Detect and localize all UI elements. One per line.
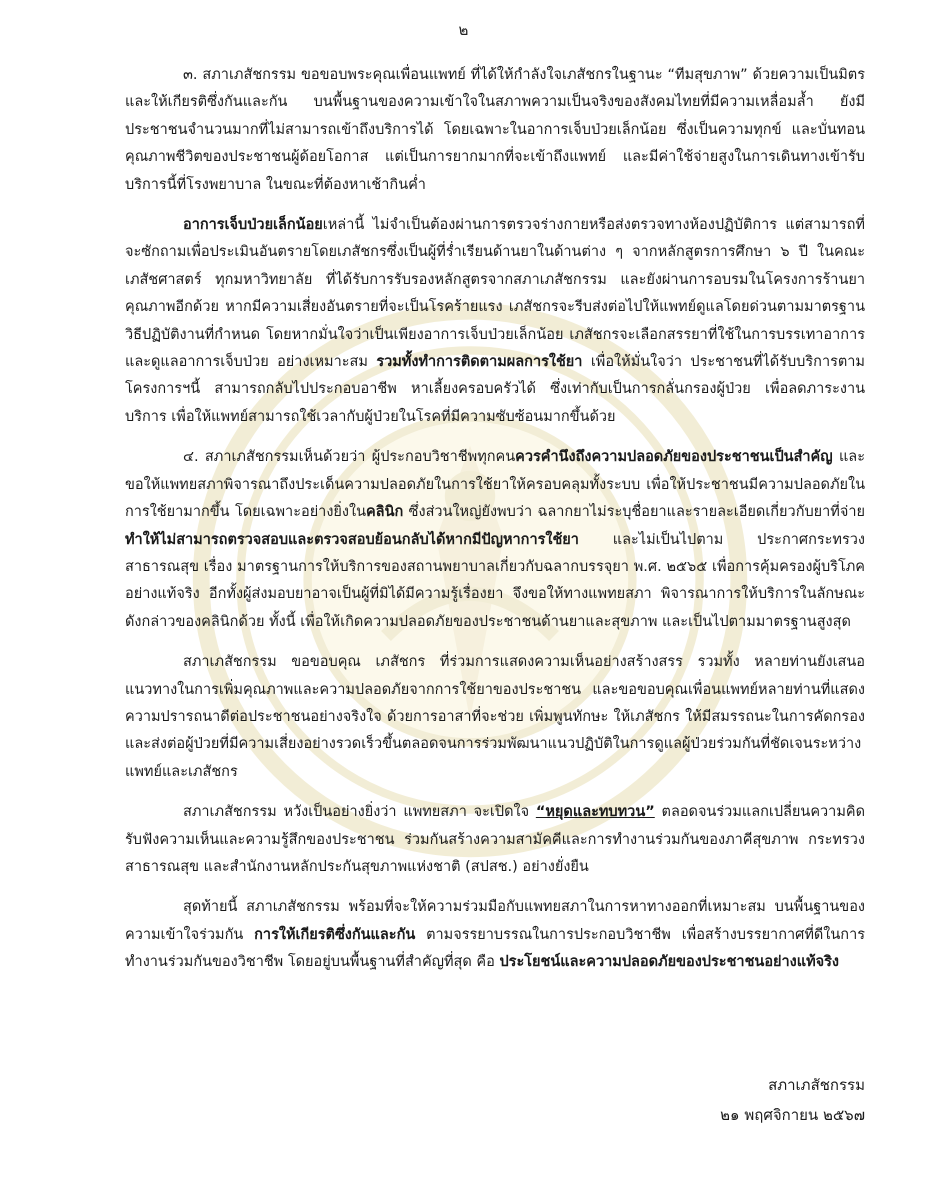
paragraph-text: เหล่านี้ ไม่จำเป็นต้องผ่านการตรวจร่างกายหรือส่งตรวจทางห้องปฏิบัติการ แต่สามารถที่จะซักถามเพื่อประเมินอันตรายโดยเภสัชกรซึ่งเป็นผู้ที่ร่ำเรียนด้านยาในด้านต่าง ๆ จากหลักสูตรการศึกษา ๖ ปี ในคณะเภสัชศาสตร์ ทุกมหาวิทยาลัย ที่ได้รับการรับรองหลักสูตรจากสภาเภสัชกรรม และยังผ่านการอบรมในโครงการร้านยาคุณภาพอีกด้วย หากมีความเสี่ยงอันตรายที่จะเป็นโรคร้ายแรง เภสัชกรจะรีบส่งต่อไปให้แพทย์ดูแลโดยด่วนตามมาตรฐานวิธีปฏิบัติงานที่กำหนด โดยหากมั่นใจว่าเป็นเพียงอาการเจ็บป่วยเล็กน้อย เภสัชกรจะเลือกสรรยาที่ใช้ในการบรรเทาอาการและดูแลอาการเจ็บป่วย อย่างเหมาะสม — [125, 217, 865, 371]
paragraph-thanks — [125, 649, 865, 786]
signature-org: สภาเภสัชกรรม — [768, 1076, 865, 1094]
paragraph-text: สภาเภสัชกรรม หวังเป็นอย่างยิ่งว่า แพทยสภา จะเปิดใจ — [183, 804, 536, 821]
emphasis-text: คลินิก — [365, 504, 404, 521]
paragraph-text: ๓. สภาเภสัชกรรม ขอขอบพระคุณเพื่อนแพทย์ ที่ได้ให้กำลังใจเภสัชกรในฐานะ “ทีมสุขภาพ” ด้วยความเป็นมิตรและให้เกียรติซึ่งกันและกัน บนพื้นฐานของความเข้าใจในสภาพความเป็นจริงของสังคมไทยที่มีความเหลื่อมล้ำ ยังมีประชาชนจำนวนมากที่ไม่สามารถเข้าถึงบริการได้ โดยเฉพาะในอาการเจ็บป่วยเล็กน้อย ซึ่งเป็นความทุกข์ และบั่นทอนคุณภาพชีวิตของประชาชนผู้ด้อยโอกาส แต่เป็นการยากมากที่จะเข้าถึงแพทย์ และมีค่าใช้จ่ายสูงในการเดินทางเข้ารับบริการนี้ที่โรงพยาบาล ในขณะที่ต้องหาเช้ากินค่ำ — [125, 67, 865, 193]
emphasis-text: รวมทั้งทำการติดตามผลการใช้ยา — [376, 354, 583, 371]
page-number: ๒ — [458, 21, 469, 39]
signature-block — [720, 1070, 865, 1130]
emphasis-text: อาการเจ็บป่วยเล็กน้อย — [183, 217, 323, 234]
paragraph-4 — [125, 444, 865, 636]
signature-date: ๒๑ พฤศจิกายน ๒๕๖๗ — [720, 1106, 865, 1124]
paragraph-3-continued — [125, 212, 865, 431]
underlined-emphasis: “หยุดและทบทวน” — [535, 804, 655, 821]
paragraph-text: เพื่อให้มั่นใจว่า ประชาชนที่ได้รับบริการตามโครงการฯนี้ สามารถกลับไปประกอบอาชีพ หาเลี้ยงครอบครัวได้ ซึ่งเท่ากับเป็นการกลั่นกรองผู้ป่วย เพื่อลดภาระงานบริการ เพื่อให้แพทย์สามารถใช้เวลากับผู้ป่วยในโรคที่มีความซับซ้อนมากขึ้นด้วย — [125, 354, 865, 425]
emphasis-text: ทำให้ไม่สามารถตรวจสอบและตรวจสอบย้อนกลับได้หากมีปัญหาการใช้ยา — [125, 531, 579, 548]
emphasis-text: ควรคำนึงถึงความปลอดภัยของประชาชนเป็นสำคัญ — [515, 449, 833, 466]
paragraph-text: ตามจรรยาบรรณในการประกอบวิชาชีพ เพื่อสร้างบรรยากาศที่ดีในการทำงานร่วมกันของวิชาชีพ โดยอยู่บนพื้นฐานที่สำคัญที่สุด คือ — [125, 926, 866, 971]
paragraph-text: สุดท้ายนี้ สภาเภสัชกรรม พร้อมที่จะให้ความร่วมมือกับแพทยสภาในการหาทางออกที่เหมาะสม บนพื้นฐานของความเข้าใจร่วมกัน — [125, 899, 865, 943]
paragraph-text: สภาเภสัชกรรม ขอขอบคุณ เภสัชกร ที่ร่วมการแสดงความเห็นอย่างสร้างสรร รวมทั้ง หลายท่านยังเสนอแนวทางในการเพิ่มคุณภาพและความปลอดภัยจากการใช้ยาของประชาชน และขอขอบคุณเพื่อนแพทย์หลายท่านที่แสดงความปรารถนาดีต่อประชาชนอย่างจริงใจ ด้วยการอาสาที่จะช่วย เพิ่มพูนทักษะ ให้เภสัชกร ให้มีสมรรถนะในการคัดกรองและส่งต่อผู้ป่วยที่มีความเสี่ยงอย่างรวดเร็วขึ้นตลอดจนการร่วมพัฒนาแนวปฏิบัติในการดูแลผู้ป่วยร่วมกันที่ชัดเจนระหว่างแพทย์และเภสัชกร — [125, 654, 865, 780]
paragraph-text: ซึ่งส่วนใหญ่ยังพบว่า ฉลากยาไม่ระบุชื่อยาและรายละเอียดเกี่ยวกับยาที่จ่าย — [403, 504, 866, 521]
emphasis-text: การให้เกียรติซึ่งกันและกัน — [254, 926, 416, 943]
paragraph-hope — [125, 799, 865, 881]
paragraph-text: และไม่เป็นไปตาม ประกาศกระทรวงสาธารณสุข เรื่อง มาตรฐานการให้บริการของสถานพยาบาลเกี่ยวกับฉลากบรรจุยา พ.ศ. ๒๕๖๕ เพื่อการคุ้มครองผู้บริโภคอย่างแท้จริง อีกทั้งผู้ส่งมอบยาอาจเป็นผู้ที่มิได้มีความรู้เรื่องยา จึงขอให้ทางแพทยสภา พิจารณาการให้บริการในลักษณะดังกล่าวของคลินิกด้วย ทั้งนี้ เพื่อให้เกิดความปลอดภัยของประชาชนด้านยาและสุขภาพ และเป็นไปตามมาตรฐานสูงสุด — [125, 531, 865, 630]
paragraph-text: และขอให้แพทยสภาพิจารณาถึงประเด็นความปลอดภัยในการใช้ยาให้ครอบคลุมทั้งระบบ เพื่อให้ประชาชนมีความปลอดภัยในการใช้ยามากขึ้น โดยเฉพาะอย่างยิ่งใน — [125, 449, 865, 521]
emphasis-text: ประโยชน์และความปลอดภัยของประชาชนอย่างแท้จริง — [499, 954, 840, 971]
paragraph-3 — [125, 62, 865, 199]
paragraph-closing — [125, 894, 865, 976]
paragraph-text: ตลอดจนร่วมแลกเปลี่ยนความคิด รับฟังความเห็นและความรู้สึกของประชาชน ร่วมกันสร้างความสามัคคีและการทำงานร่วมกันของภาคีสุขภาพ กระทรวงสาธารณสุข และสำนักงานหลักประกันสุขภาพแห่งชาติ (สปสช.) อย่างยั่งยืน — [125, 804, 865, 875]
paragraph-text: ๔. สภาเภสัชกรรมเห็นด้วยว่า ผู้ประกอบวิชาชีพทุกคน — [183, 449, 516, 466]
letter-body — [125, 62, 865, 990]
